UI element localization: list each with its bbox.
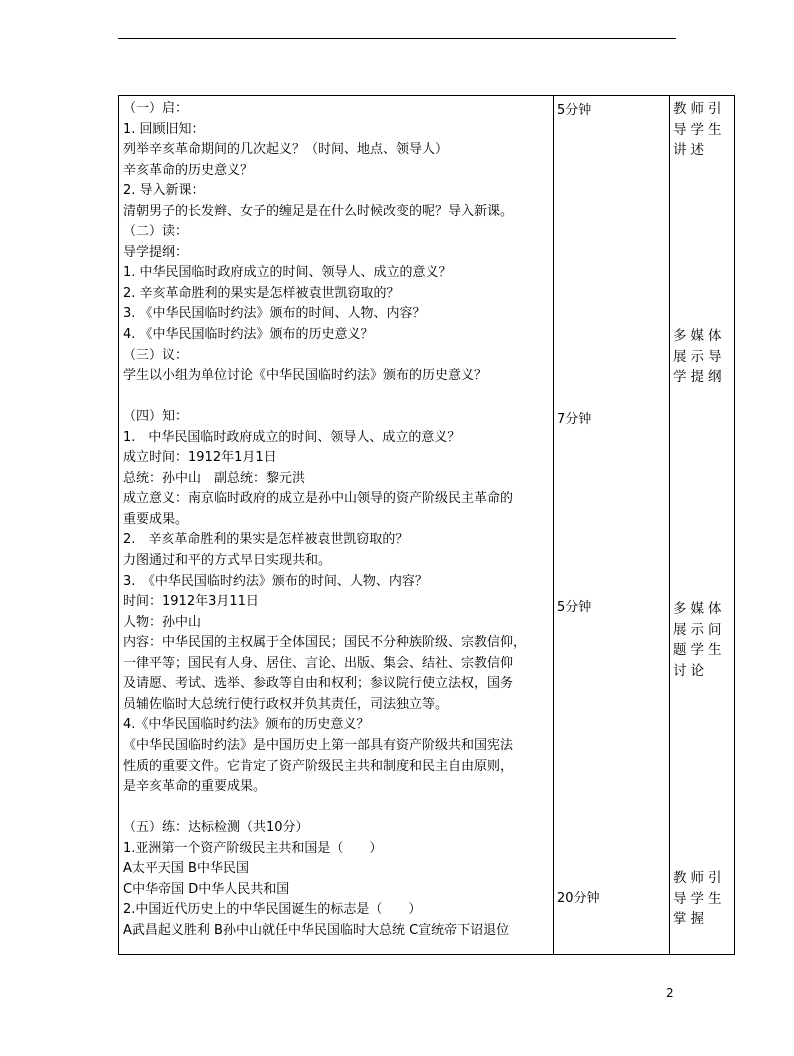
time-cell-1: 5分钟 bbox=[557, 103, 592, 118]
lesson-line: 人物：孙中山 bbox=[123, 614, 202, 630]
lesson-line: 2. 辛亥革命胜利的果实是怎样被袁世凯窃取的？ bbox=[123, 532, 409, 548]
lesson-line: 是辛亥革命的重要成果。 bbox=[123, 779, 267, 795]
lesson-line: A武昌起义胜利 B孙中山就任中华民国临时大总统 C宣统帝下诏退位 bbox=[123, 922, 510, 938]
time-cell-2: 7分钟 bbox=[557, 412, 592, 427]
lesson-line: 2. 辛亥革命胜利的果实是怎样被袁世凯窃取的？ bbox=[123, 285, 400, 301]
lesson-line: 《中华民国临时约法》是中国历史上第一部具有资产阶级共和国宪法 bbox=[123, 737, 514, 753]
lesson-line: （三）议： bbox=[123, 347, 189, 363]
lesson-line: 1.亚洲第一个资产阶级民主共和国是（ ） bbox=[123, 840, 383, 856]
blank-line bbox=[123, 387, 555, 408]
lesson-line: A太平天国 B中华民国 bbox=[123, 861, 249, 877]
lesson-line: 力图通过和平的方式早日实现共和。 bbox=[123, 553, 332, 569]
method-cell-4: 教师引导学生掌握 bbox=[673, 870, 726, 927]
column-divider bbox=[669, 96, 670, 954]
header-rule bbox=[118, 38, 676, 39]
lesson-line: （四）知： bbox=[123, 409, 189, 425]
lesson-line: （一）启： bbox=[123, 101, 189, 116]
lesson-line: 4. 《中华民国临时约法》颁布的历史意义？ bbox=[123, 327, 374, 343]
method-cell-1: 教师引导学生讲述 bbox=[673, 101, 726, 158]
lesson-line: 及请愿、考试、选举、参政等自由和权利；参议院行使立法权，国务 bbox=[123, 676, 514, 692]
lesson-line: 3. 《中华民国临时约法》颁布的时间、人物、内容？ bbox=[123, 306, 426, 322]
method-cell-2: 多媒体展示导学提纲 bbox=[673, 328, 726, 385]
lesson-line: 辛亥革命的历史意义？ bbox=[123, 162, 254, 178]
lesson-line: 员辅佐临时大总统行使行政权并负其责任，司法独立等。 bbox=[123, 696, 449, 712]
lesson-line: 总统：孙中山 副总统：黎元洪 bbox=[123, 470, 306, 486]
lesson-line: 导学提纲： bbox=[123, 244, 189, 260]
lesson-line: 一律平等；国民有人身、居住、言论、出版、集会、结社、宗教信仰 bbox=[123, 655, 514, 671]
method-cell-3: 多媒体展示问题学生讨论 bbox=[673, 601, 726, 679]
lesson-line: C中华帝国 D中华人民共和国 bbox=[123, 881, 290, 897]
lesson-line: 成立时间：1912年1月1日 bbox=[123, 450, 277, 466]
lesson-line: 学生以小组为单位讨论《中华民国临时约法》颁布的历史意义？ bbox=[123, 368, 488, 384]
time-cell-4: 20分钟 bbox=[557, 891, 600, 906]
lesson-line: （五）练：达标检测（共10分） bbox=[123, 820, 309, 836]
lesson-line: 清朝男子的长发辫、女子的缠足是在什么时候改变的呢？导入新课。 bbox=[123, 203, 514, 219]
lesson-line: 1. 回顾旧知： bbox=[123, 121, 205, 137]
lesson-line: 2. 导入新课： bbox=[123, 183, 205, 199]
lesson-table bbox=[118, 95, 735, 955]
blank-line bbox=[123, 798, 555, 819]
lesson-line: 内容：中华民国的主权属于全体国民；国民不分种族阶级、宗教信仰， bbox=[123, 635, 527, 651]
lesson-line: 1. 中华民国临时政府成立的时间、领导人、成立的意义？ bbox=[123, 429, 461, 445]
page-number: 2 bbox=[666, 986, 674, 1000]
time-cell-3: 5分钟 bbox=[557, 600, 592, 615]
lesson-content-column bbox=[123, 99, 555, 941]
lesson-line: 性质的重要文件。它肯定了资产阶级民主共和制度和民主自由原则， bbox=[123, 758, 514, 774]
lesson-line: 列举辛亥革命期间的几次起义？（时间、地点、领导人） bbox=[123, 142, 449, 158]
lesson-line: 1. 中华民国临时政府成立的时间、领导人、成立的意义？ bbox=[123, 265, 452, 281]
lesson-line: 4.《中华民国临时约法》颁布的历史意义？ bbox=[123, 717, 370, 733]
lesson-line: 成立意义：南京临时政府的成立是孙中山领导的资产阶级民主革命的 bbox=[123, 491, 514, 507]
lesson-line: 时间：1912年3月11日 bbox=[123, 594, 259, 610]
lesson-line: 重要成果。 bbox=[123, 511, 189, 527]
lesson-line: 3. 《中华民国临时约法》颁布的时间、人物、内容？ bbox=[123, 573, 428, 589]
lesson-line: 2.中国近代历史上的中华民国诞生的标志是（ ） bbox=[123, 902, 422, 918]
lesson-line: （二）读： bbox=[123, 224, 189, 240]
